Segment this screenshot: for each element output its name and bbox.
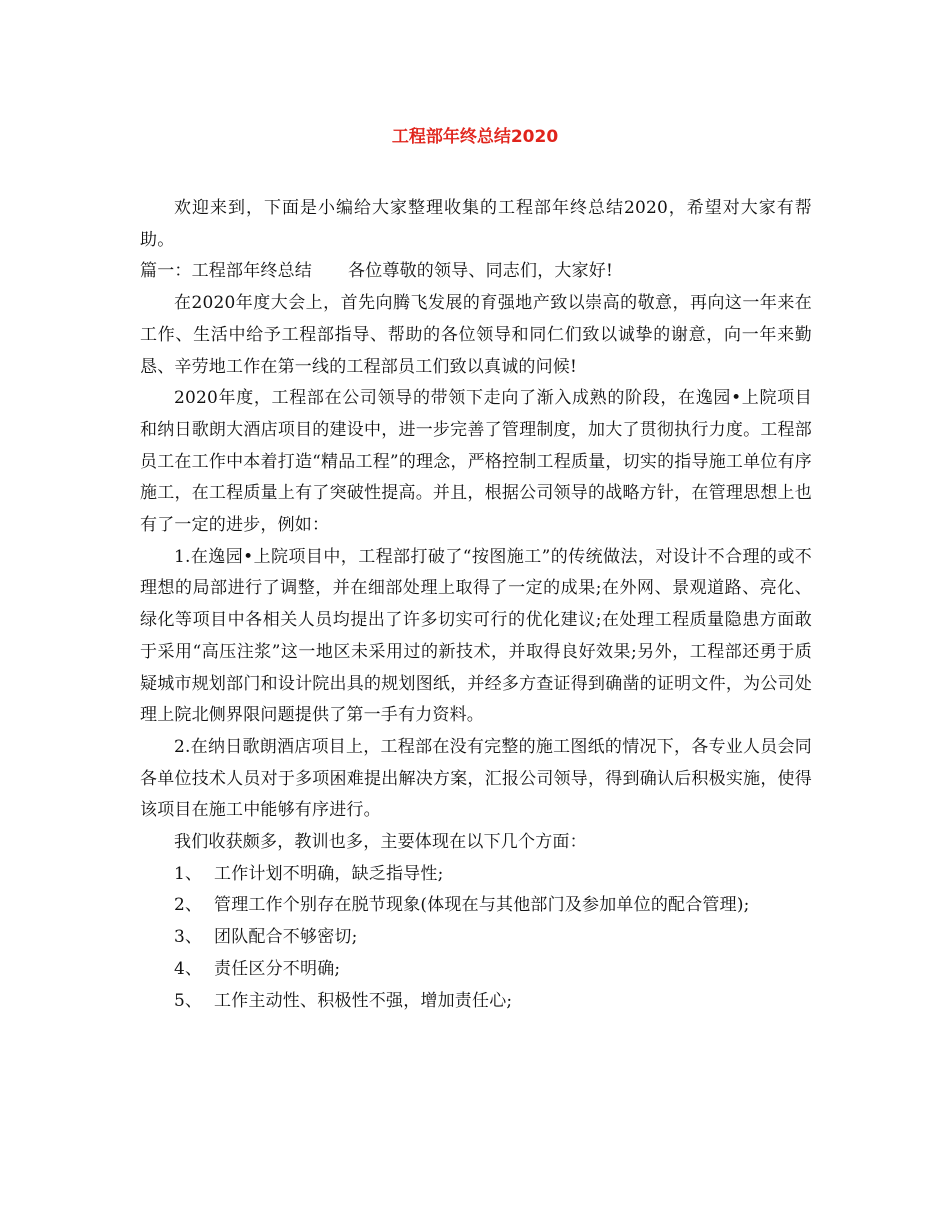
project-one-paragraph: 1.在逸园•上院项目中，工程部打破了“按图施工”的传统做法，对设计不合理的或不理想的局部进行了调整，并在细部处理上取得了一定的成果;在外网、景观道路、亮化、绿化等项目中各相关人员均提出了许多切实可行的优化建议;在处理工程质量隐患方面敢于采用“高压注浆”这一地区未采用过的新技术，并取得良好效果;另外，工程部还勇于质疑城市规划部门和设计院出具的规划图纸，并经多方查证得到确凿的证明文件，为公司处理上院北侧界限问题提供了第一手有力资料。 — [140, 546, 812, 726]
list-item — [140, 859, 812, 891]
list-item-number: 5、 — [174, 990, 203, 1011]
list-item-text: 责任区分不明确; — [214, 958, 341, 979]
list-item-number: 1、 — [174, 863, 203, 884]
lessons-intro-paragraph: 我们收获颇多，教训也多，主要体现在以下几个方面： — [174, 832, 587, 853]
list-item — [140, 986, 812, 1018]
greeting-text: 各位尊敬的领导、同志们，大家好! — [348, 261, 614, 282]
list-item-number: 3、 — [174, 927, 203, 948]
thanks-paragraph: 在2020年度大会上，首先向腾飞发展的育强地产致以崇高的敬意，再向这一年来在工作、生活中给予工程部指导、帮助的各位领导和同仁们致以诚挚的谢意，向一年来勤恳、辛劳地工作在第一线的工程部员工们致以真诚的问候! — [140, 293, 812, 377]
list-item-text: 管理工作个别存在脱节现象(体现在与其他部门及参加单位的配合管理); — [214, 895, 750, 916]
intro-paragraph: 欢迎来到，下面是小编给大家整理收集的工程部年终总结2020，希望对大家有帮助。 — [140, 198, 812, 250]
list-item-text: 团队配合不够密切; — [214, 927, 358, 948]
project-two-paragraph: 2.在纳日歌朗酒店项目上，工程部在没有完整的施工图纸的情况下，各专业人员会同各单位技术人员对于多项困难提出解决方案，汇报公司领导，得到确认后积极实施，使得该项目在施工中能够有序进行。 — [140, 736, 812, 821]
list-item — [140, 890, 812, 922]
list-item-text: 工作主动性、积极性不强，增加责任心; — [214, 990, 513, 1011]
list-item-number: 2、 — [174, 895, 203, 916]
list-item-number: 4、 — [174, 958, 203, 979]
list-item-text: 工作计划不明确，缺乏指导性; — [214, 863, 444, 884]
document-title: 工程部年终总结2020 — [391, 127, 559, 147]
list-item — [140, 954, 812, 986]
overview-paragraph: 2020年度，工程部在公司领导的带领下走向了渐入成熟的阶段，在逸园•上院项目和纳日歌朗大酒店项目的建设中，进一步完善了管理制度，加大了贯彻执行力度。工程部员工在工作中本着打造“精品工程”的理念，严格控制工程质量，切实的指导施工单位有序施工，在工程质量上有了突破性提高。并且，根据公司领导的战略方针，在管理思想上也有了一定的进步，例如： — [140, 388, 812, 536]
list-item — [140, 922, 812, 954]
section-heading-paragraph — [140, 256, 812, 288]
section-heading: 篇一：工程部年终总结 — [140, 261, 312, 282]
document-body — [140, 193, 812, 1017]
